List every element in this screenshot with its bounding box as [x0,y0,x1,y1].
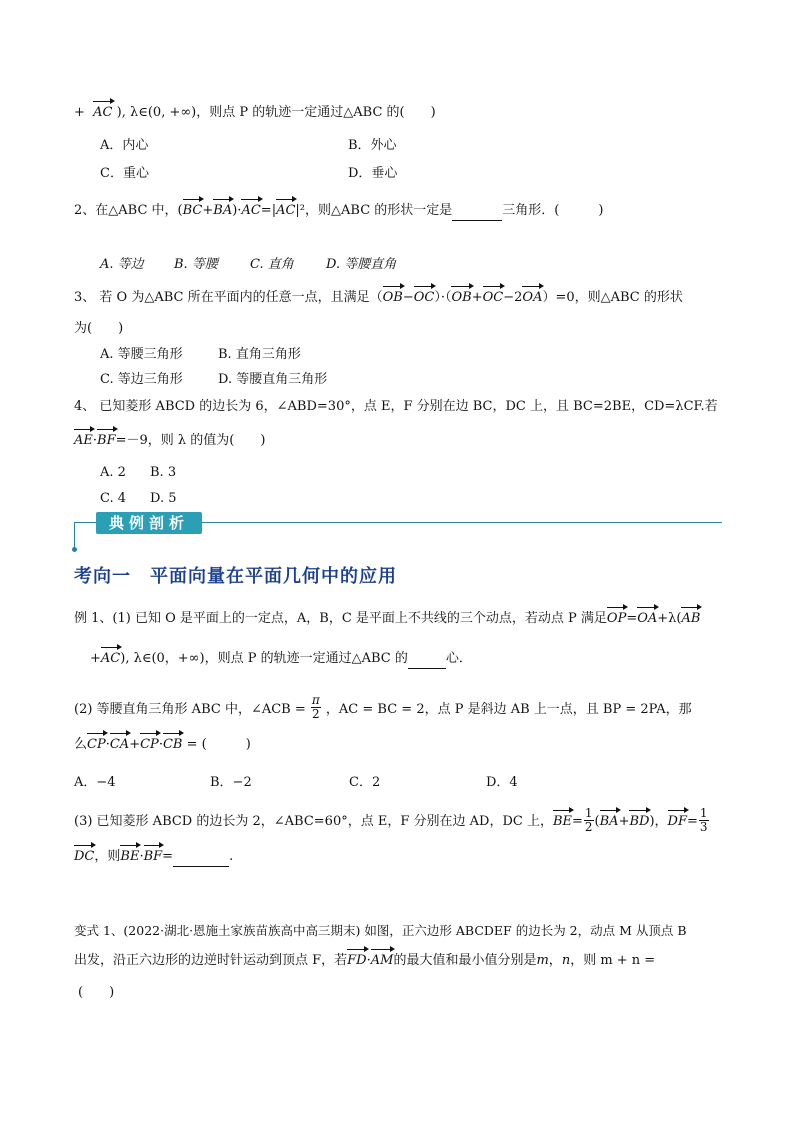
q4-stem-continued: AE·BF=－9，则 λ 的值为( ) [74,433,266,448]
q3-stem-continued: 为( ) [74,321,124,336]
vector-AC: AC [276,203,296,218]
q0-tail-line: + AC ), λ∈(0, +∞)，则点 P 的轨迹一定通过△ABC 的( ) [74,105,436,120]
vector-AC: AC [241,203,261,218]
answer-blank[interactable] [173,848,229,867]
q3-option-c: C. 等边三角形 [100,372,183,387]
q2-stem: 2、在△ABC 中，(BC+BA)·AC=|AC|²，则△ABC 的形状一定是 三角形．( ) [74,202,603,221]
vector-OC: OC [482,290,504,305]
vector-OP: OP [606,611,627,626]
vector-BE: BE [120,849,140,864]
vector-AC: AC [100,651,121,666]
ex1-part3-line1: (3) 已知菱形 ABCD 的边长为 2，∠ABC=60°，点 E，F 分别在边 AD，DC 上，BE= $\frac{1}{2}$ (BA+BD)，DF= $\frac{1}{3}$ [74,806,708,834]
vector-BF: BF [143,849,163,864]
ex1-part3-line2: DC，则BE·BF= . [74,848,233,867]
fraction-pi-over-2: $\frac{\pi}{2}$ [311,693,320,721]
q4-stem: 4、 已知菱形 ABCD 的边长为 6，∠ABD=30°，点 E，F 分别在边 BC，DC 上，且 BC=2BE，CD=λCF.若 [74,399,718,414]
vector-BF: BF [97,433,116,448]
vector-FD: FD [347,953,367,968]
vector-DF: DF [667,814,687,829]
fraction-one-half: $\frac{1}{2}$ [584,806,593,834]
var1-line1: 变式 1、(2022·湖北·恩施土家族苗族高中高三期末) 如图，正六边形 ABCDEF 的边长为 2，动点 M 从顶点 B [74,923,687,938]
q3-stem: 3、 若 O 为△ABC 所在平面内的任意一点，且满足（OB−OC）·（OB+OC−2OA）=0，则△ABC 的形状 [74,290,683,305]
q0-option-c: C．重心 [100,166,149,181]
q2-option-c: C. 直角 [250,257,294,272]
section-badge: 典例剖析 [96,512,202,534]
ex1-part2-option-b: B．−2 [210,775,252,790]
vector-OA: OA [637,611,658,626]
ex1-part2-option-d: D．4 [486,775,518,790]
q4-option-c: C. 4 [100,491,127,506]
ex1-part1-line1: 例 1、(1) 已知 O 是平面上的一定点，A，B，C 是平面上不共线的三个动点，若动点 P 满足OP=OA+λ(AB [74,611,701,626]
q2-option-a: A. 等边 [100,257,144,272]
fraction-one-third: $\frac{1}{3}$ [699,806,708,834]
q3-option-d: D. 等腰直角三角形 [218,372,328,387]
ex1-part2-option-a: A．−4 [74,775,116,790]
ex1-part1-line2: +AC), λ∈(0，+∞)，则点 P 的轨迹一定通过△ABC 的 心． [90,650,472,669]
vector-OB: OB [382,290,403,305]
q3-option-a: A. 等腰三角形 [100,347,183,362]
vector-BE: BE [552,814,572,829]
answer-blank[interactable] [408,650,446,669]
vector-CP: CP [140,737,159,752]
q0-option-a: A．内心 [100,138,149,153]
q4-option-b: B. 3 [150,465,177,480]
q2-option-d: D. 等腰直角 [326,257,397,272]
vector-DC: DC [74,849,95,864]
vector-BC: BC [182,203,203,218]
vector-AE: AE [74,433,93,448]
var1-line3: ( ) [78,985,115,1000]
vector-CP: CP [87,737,106,752]
q0-option-d: D．垂心 [348,166,398,181]
ex1-part2-line1: (2) 等腰直角三角形 ABC 中，∠ACB = $\frac{\pi}{2}$ ，AC = BC = 2，点 P 是斜边 AB 上一点，且 BP = 2PA，那 [74,693,692,721]
var1-line2: 出发，沿正六边形的边逆时针运动到顶点 F，若FD·AM的最大值和最小值分别是m，n，则 m + n = [74,953,656,968]
answer-blank[interactable] [452,202,502,221]
vector-CB: CB [162,737,183,752]
vector-BD: BD [629,814,650,829]
vector-BA: BA [213,203,233,218]
vector-OC: OC [413,290,435,305]
q2-option-b: B. 等腰 [174,257,218,272]
ex1-part2-option-c: C．2 [349,775,381,790]
ex1-part2-line2: 么CP·CA+CP·CB = ( ) [74,737,251,752]
vector-CA: CA [109,737,130,752]
q3-option-b: B. 直角三角形 [218,347,301,362]
vector-OB: OB [451,290,472,305]
section-divider-bracket [74,522,75,550]
vector-BA: BA [599,814,619,829]
vector-OA: OA [522,290,543,305]
q0-option-b: B．外心 [348,138,397,153]
vector-AM: AM [370,953,394,968]
section-divider-dot [72,547,77,552]
vector-AC: AC [93,105,113,120]
vector-AB: AB [681,611,701,626]
q4-option-a: A. 2 [100,465,126,480]
q4-option-d: D. 5 [150,491,177,506]
section-title: 考向一 平面向量在平面几何中的应用 [74,566,397,587]
